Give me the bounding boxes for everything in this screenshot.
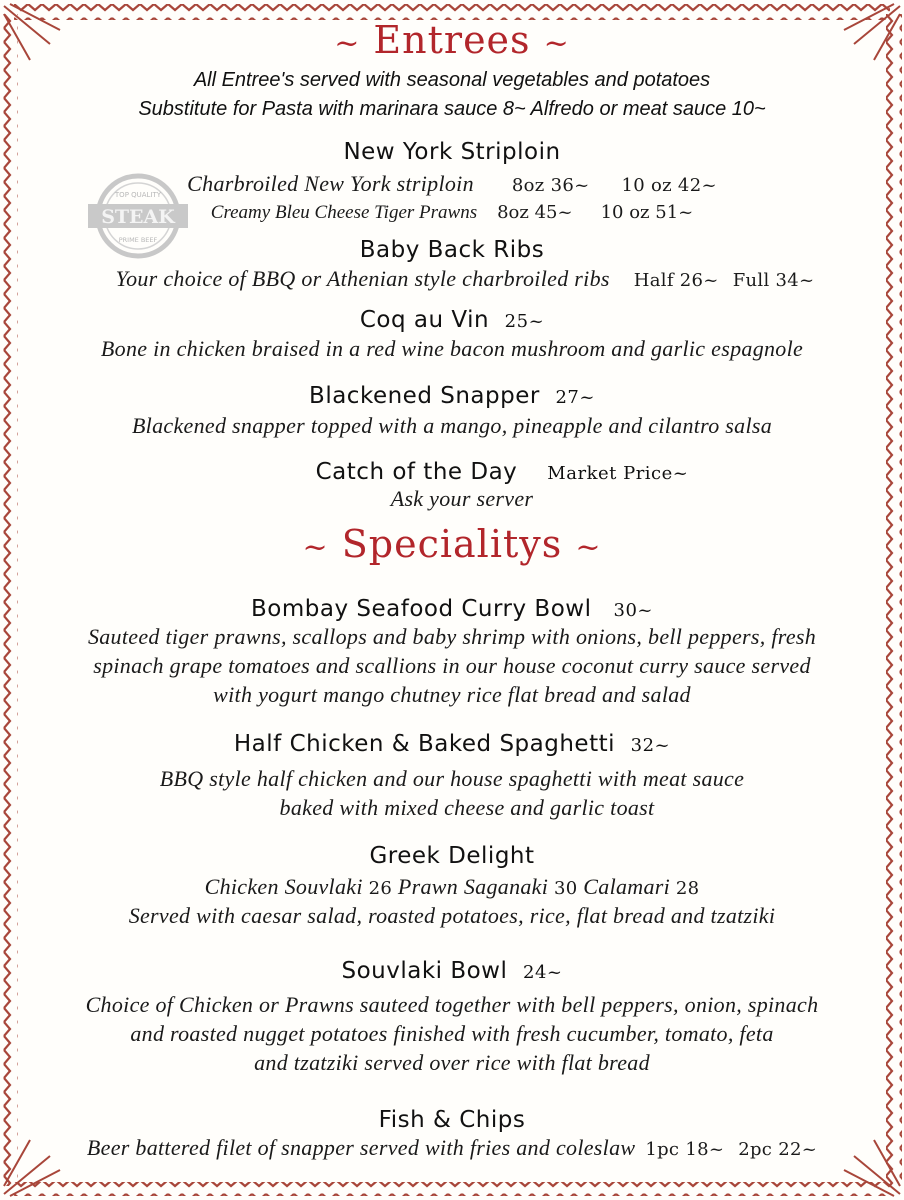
coq-desc: Bone in chicken braised in a red wine bacon mushroom and garlic espagnole [100, 336, 804, 361]
price: Half 26~ [633, 270, 719, 291]
price: 25~ [504, 311, 545, 332]
greek-items: Chicken Souvlaki 26 Prawn Saganaki 30 Calamari 28 [204, 874, 700, 899]
specialitys-heading: ~ Specialitys ~ [302, 522, 602, 566]
curry-desc-3: with yogurt mango chutney rice flat bread and salad [213, 682, 691, 707]
price: Full 34~ [732, 270, 815, 291]
souvlaki-desc-3: and tzatziki served over rice with flat bread [254, 1050, 650, 1075]
badge-top-text: TOP QUALITY [114, 191, 162, 199]
curry-desc-1: Sauteed tiger prawns, scallops and baby shrimp with onions, bell peppers, fresh [87, 624, 817, 649]
price: 8oz 45~ [497, 202, 573, 223]
price: 10 oz 51~ [600, 202, 694, 223]
item-name-striploin: New York Striploin [343, 139, 561, 165]
catch-desc: Ask your server [390, 486, 534, 511]
striploin-line-2: Creamy Bleu Cheese Tiger Prawns 8oz 45~ 10 oz 51~ [210, 202, 694, 223]
item-name-fish: Fish & Chips [378, 1107, 526, 1133]
swash-right: ~ [543, 26, 570, 61]
item-name-souvlaki: Souvlaki Bowl 24~ [341, 958, 563, 984]
badge-main-text: STEAK [101, 206, 175, 228]
entrees-note-1: All Entree's served with seasonal vegetables and potatoes [193, 69, 711, 91]
price: 32~ [630, 735, 671, 756]
badge-bottom-text: PRIME BEEF [118, 236, 158, 244]
souvlaki-desc-2: and roasted nugget potatoes finished with fresh cucumber, tomato, feta [130, 1021, 774, 1046]
price: 30~ [613, 600, 653, 621]
price: 2pc 22~ [738, 1139, 818, 1160]
price: 26 [368, 878, 393, 899]
snapper-desc: Blackened snapper topped with a mango, pineapple and cilantro salsa [131, 413, 773, 438]
item-name-snapper: Blackened Snapper 27~ [309, 383, 595, 409]
item-name-coq: Coq au Vin 25~ [359, 307, 545, 333]
entrees-heading: ~ Entrees ~ [334, 18, 570, 62]
ribs-desc: Your choice of BBQ or Athenian style charbroiled ribs Half 26~ Full 34~ [115, 266, 815, 291]
price: 1pc 18~ [645, 1139, 725, 1160]
price: 8oz 36~ [511, 175, 590, 196]
item-name-greek: Greek Delight [369, 843, 535, 869]
price: 28 [675, 878, 700, 899]
striploin-line-1: Charbroiled New York striploin 8oz 36~ 10 oz 42~ [187, 171, 717, 196]
entrees-note-2: Substitute for Pasta with marinara sauce 8~ Alfredo or meat sauce 10~ [138, 98, 766, 120]
price: 30 [553, 878, 578, 899]
swash-left: ~ [302, 530, 329, 565]
fish-desc: Beer battered filet of snapper served with fries and coleslaw 1pc 18~ 2pc 22~ [86, 1135, 818, 1160]
swash-right: ~ [575, 530, 602, 565]
chicken-desc-1: BBQ style half chicken and our house spaghetti with meat sauce [159, 766, 745, 791]
chicken-desc-2: baked with mixed cheese and garlic toast [279, 795, 655, 820]
souvlaki-desc-1: Choice of Chicken or Prawns sauteed together with bell peppers, onion, spinach [85, 992, 819, 1017]
curry-desc-2: spinach grape tomatoes and scallions in our house coconut curry sauce served [93, 653, 811, 678]
swash-left: ~ [334, 26, 361, 61]
greek-desc: Served with caesar salad, roasted potatoes, rice, flat bread and tzatziki [128, 903, 776, 928]
price: 24~ [523, 962, 563, 983]
item-name-chicken: Half Chicken & Baked Spaghetti 32~ [233, 731, 671, 757]
item-name-catch: Catch of the Day Market Price~ [315, 459, 689, 485]
price: 27~ [555, 387, 595, 408]
price: Market Price~ [547, 463, 689, 484]
item-name-ribs: Baby Back Ribs [359, 237, 545, 263]
price: 10 oz 42~ [621, 175, 717, 196]
item-name-curry: Bombay Seafood Curry Bowl 30~ [251, 596, 653, 622]
